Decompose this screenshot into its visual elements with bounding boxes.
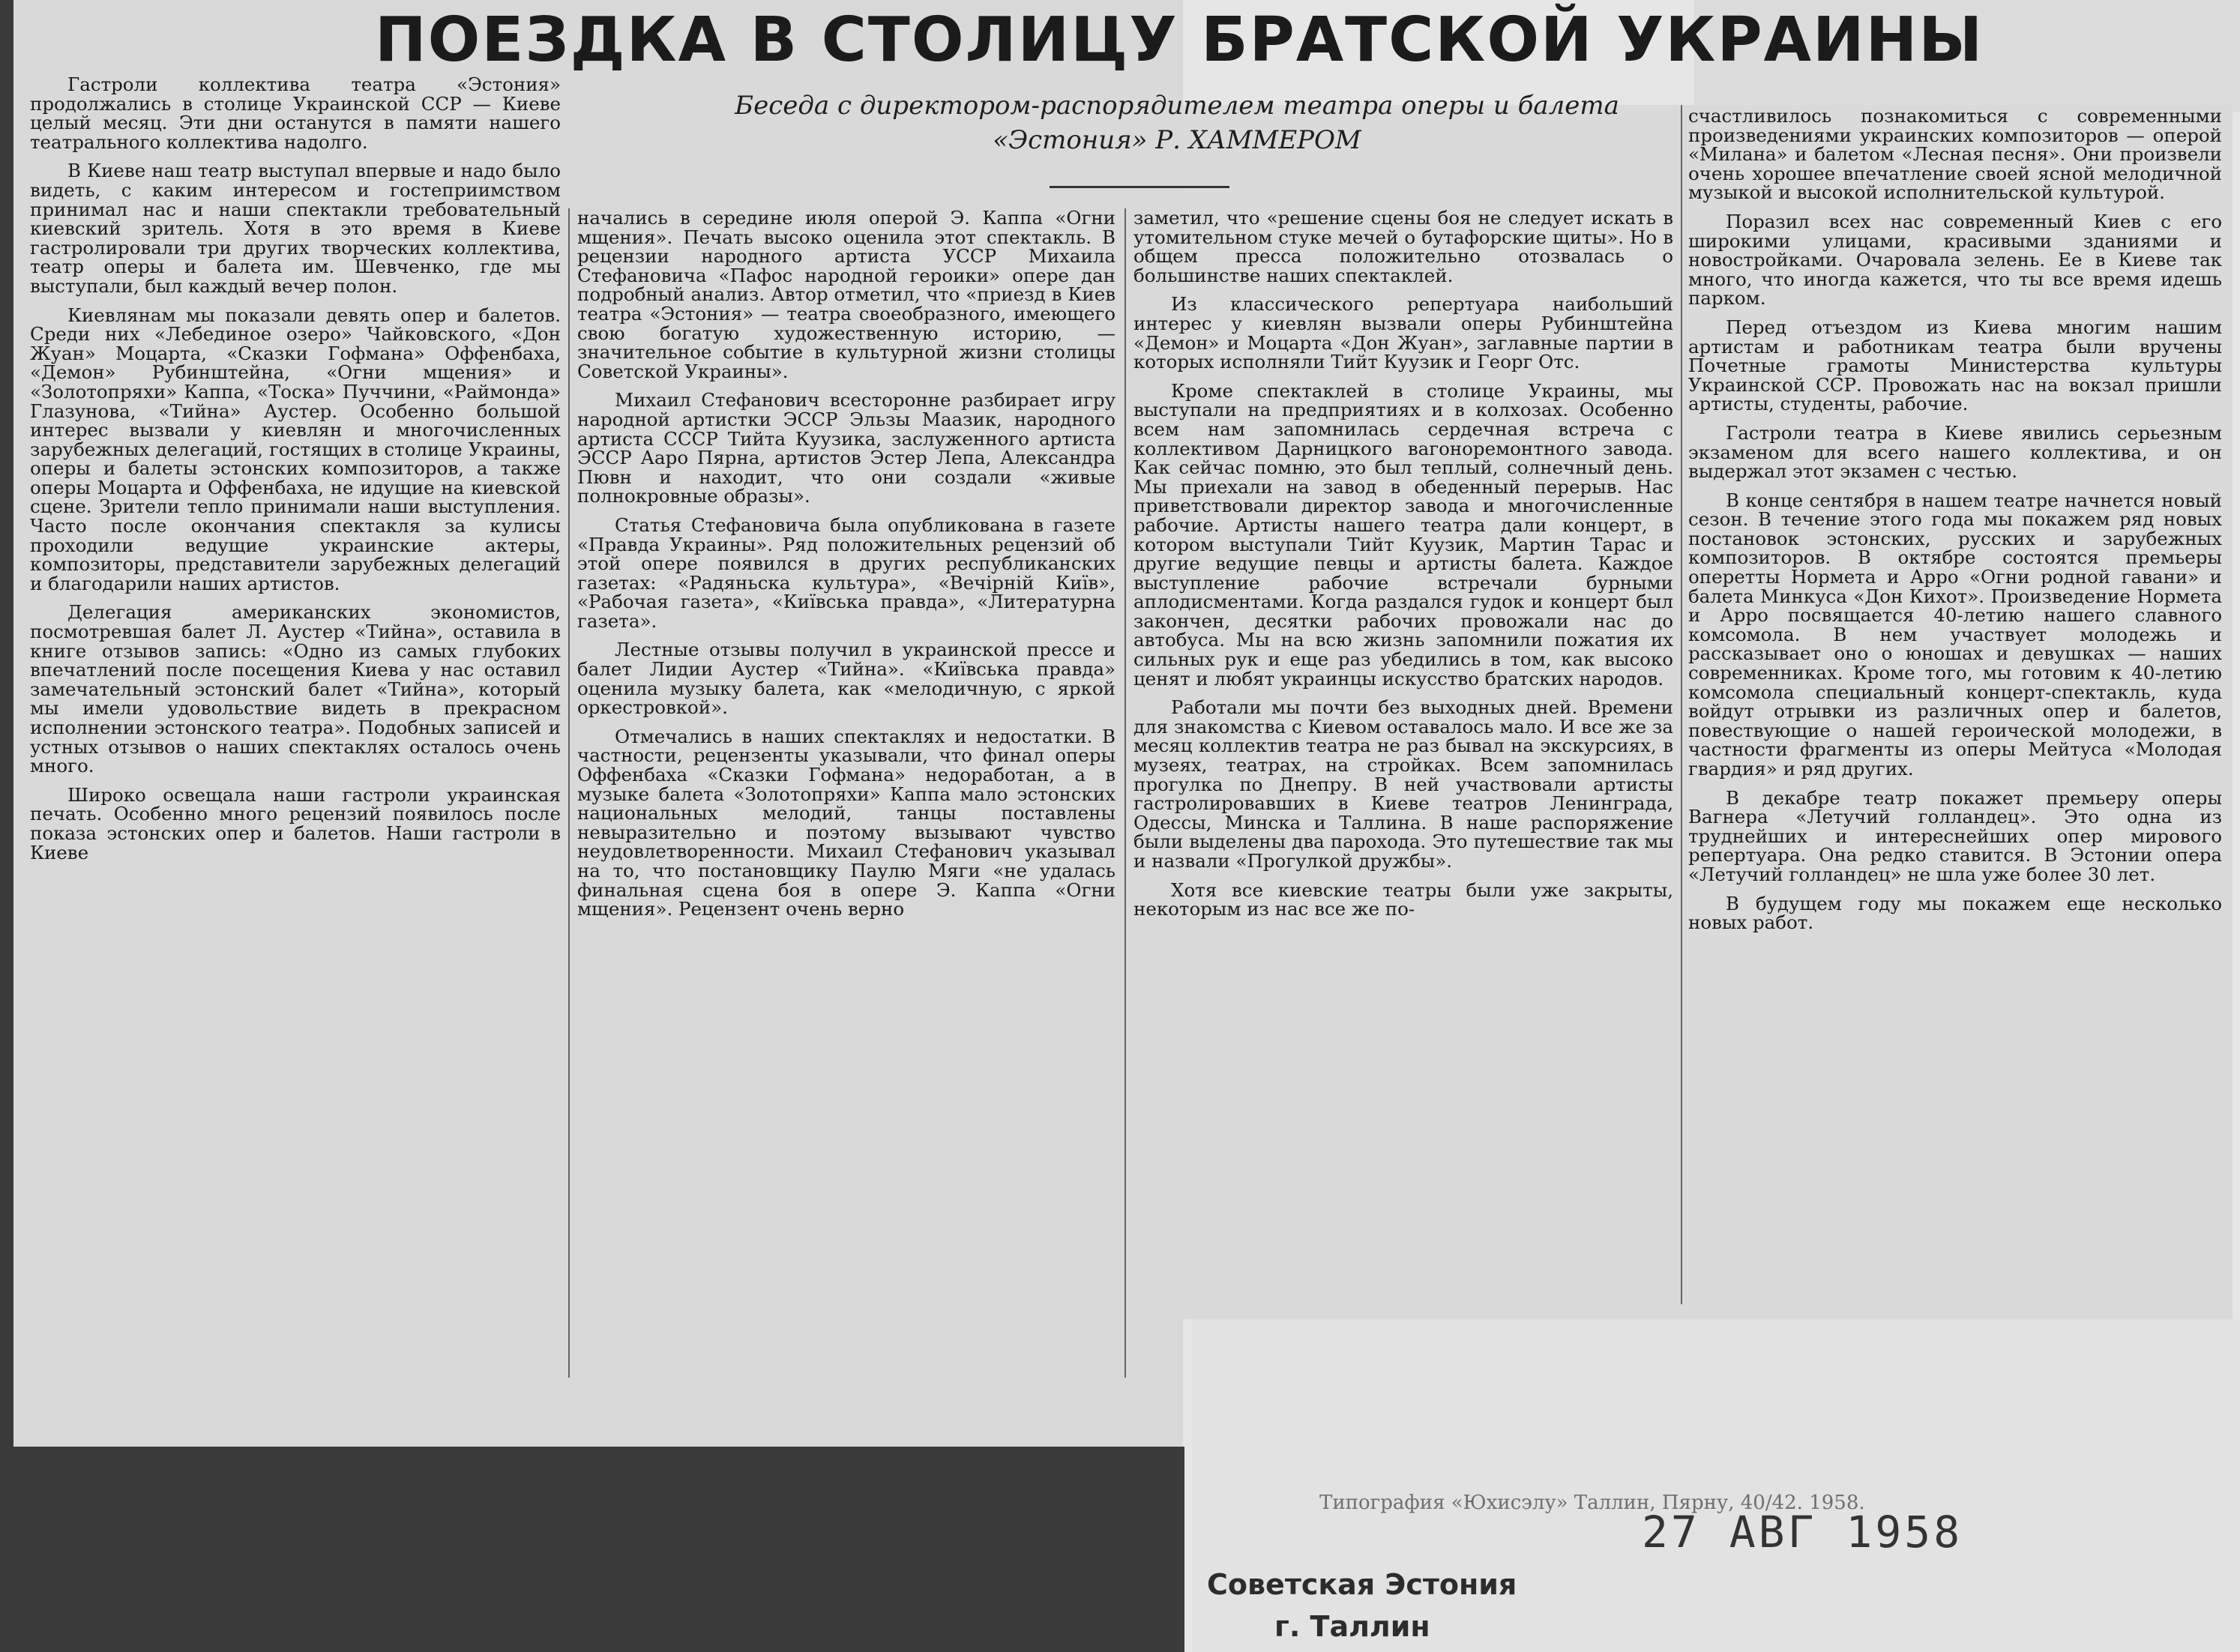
paragraph: В Киеве наш театр выступал впервые и надо было видеть, с каким интересом и гостеприимством принимал нас и наши спектакли требовательный киевский зритель. Хотя в это время в Киеве гастролировали три других творческих коллектива, театр оперы и балета им. Шевченко, где мы выступали, был каждый вечер полон. bbox=[30, 160, 561, 297]
paragraph: счастливилось познакомиться с современными произведениями украинских композиторов — оперой «Милана» и балетом «Лесная песня». Они произвели очень хорошее впечатление своей ясной мелодичной музыкой и высокой исполнительской культурой. bbox=[1688, 105, 2222, 204]
paragraph: Гастроли коллектива театра «Эстония» продолжались в столице Украинской ССР — Киеве целый месяц. Эти дни останутся в памяти нашего театрального коллектива надолго. bbox=[30, 73, 561, 153]
paragraph: Из классического репертуара наибольший интерес у киевлян вызвали оперы Рубинштейна «Демон» и Моцарта «Дон Жуан», заглавные партии в которых исполняли Тийт Куузик и Георг Отс. bbox=[1133, 293, 1673, 373]
article-headline: ПОЕЗДКА В СТОЛИЦУ БРАТСКОЙ УКРАИНЫ bbox=[375, 4, 1984, 76]
paragraph: В конце сентября в нашем театре начнется новый сезон. В течение этого года мы покажем ряд новых постановок эстонских, русских и зарубежных композиторов. В октябре состоятся премьеры оперетты Нормета и Арро «Огни родной гавани» и балета Минкуса «Дон Кихот». Произведение Нормета и Арро посвящается 40-летию нашего славного комсомола. В нем участвует молодежь и рассказывает оно о юношах и девушках — наших современниках. Кроме того, мы готовим к 40-летию комсомола специальный концерт-спектакль, куда войдут отрывки из различных опер и балетов, повествующие о нашей героической молодежи, в частности фрагменты из оперы Мейтуса «Молодая гвардия» и ряд других. bbox=[1688, 489, 2222, 780]
subheading-rule bbox=[1050, 186, 1229, 188]
print-imprint: Типография «Юхисэлу» Таллин, Пярну, 40/42. 1958. bbox=[1319, 1492, 1865, 1514]
paragraph: заметил, что «решение сцены боя не следует искать в утомительном стуке мечей о бутафорские щиты». Но в общем пресса положительно отозвалась о большинстве наших спектаклей. bbox=[1133, 207, 1673, 286]
source-stamp bbox=[1207, 1564, 1517, 1648]
article-column-3 bbox=[1133, 208, 1673, 929]
paragraph: В декабре театр покажет премьеру оперы Вагнера «Летучий голландец». Это одна из труднейших и интереснейших опер мирового репертуара. Она редко ставится. В Эстонии опера «Летучий голландец» не шла уже более 30 лет. bbox=[1688, 786, 2222, 885]
paragraph: начались в середине июля оперой Э. Каппа «Огни мщения». Печать высоко оценила этот спектакль. В рецензии народного артиста УССР Михаила Стефановича «Пафос народной героики» опере дан подробный анализ. Автор отметил, что «приезд в Киев театра «Эстония» — театра своеобразного, имеющего свою богатую художественную историю, — значительное событие в культурной жизни столицы Советской Украины». bbox=[577, 207, 1116, 382]
paragraph: Киевлянам мы показали девять опер и балетов. Среди них «Лебединое озеро» Чайковского, «Дон Жуан» Моцарта, «Сказки Гофмана» Оффенбаха, «Демон» Рубинштейна, «Огни мщения» и «Золотопряхи» Каппа, «Тоска» Пуччини, «Раймонда» Глазунова, «Тийна» Аустер. Особенно большой интерес вызвали у киевлян и многочисленных зарубежных делегаций, гостящих в столице Украины, оперы и балеты эстонских композиторов, а также оперы Моцарта и Оффенбаха, не идущие на киевской сцене. Зрители тепло принимали наши выступления. Часто после окончания спектакля за кулисы проходили ведущие украинские актеры, композиторы, представители зарубежных делегаций и благодарили наших артистов. bbox=[30, 304, 561, 594]
source-stamp-line-2: г. Таллин bbox=[1274, 1610, 1430, 1643]
article-column-1 bbox=[30, 75, 561, 872]
paragraph: Поразил всех нас современный Киев с его широкими улицами, красивыми зданиями и новостройками. Очаровала зелень. Ее в Киеве так много, что иногда кажется, что ты все время идешь парком. bbox=[1688, 210, 2222, 310]
paragraph: Делегация американских экономистов, посмотревшая балет Л. Аустер «Тийна», оставила в книге отзывов запись: «Одно из самых глубоких впечатлений после посещения Киева у нас оставил замечательный эстонский балет «Тийна», который мы имели удовольствие видеть в прекрасном исполнении эстонского театра». Подобных записей и устных отзывов о наших спектаклях осталось очень много. bbox=[30, 601, 561, 777]
paragraph: Перед отъездом из Киева многим нашим артистам и работникам театра были вручены Почетные грамоты Министерства культуры Украинской ССР. Провожать нас на вокзал пришли артисты, студенты, рабочие. bbox=[1688, 316, 2222, 415]
article-subheading bbox=[645, 88, 1709, 157]
dark-margin bbox=[0, 1447, 1184, 1652]
paragraph: Хотя все киевские театры были уже закрыты, некоторым из нас все же по- bbox=[1133, 878, 1673, 920]
paragraph: Лестные отзывы получил в украинской прессе и балет Лидии Аустер «Тийна». «Київська правда» оценила музыку балета, как «мелодичную, с яркой оркестровкой». bbox=[577, 639, 1116, 719]
paragraph: В будущем году мы покажем еще несколько новых работ. bbox=[1688, 892, 2222, 934]
article-column-4 bbox=[1688, 106, 2222, 942]
paragraph: Гастроли театра в Киеве явились серьезным экзаменом для всего нашего коллектива, и он выдержал этот экзамен с честью. bbox=[1688, 421, 2222, 483]
paragraph: Кроме спектаклей в столице Украины, мы выступали на предприятиях и в колхозах. Особенно всем нам запомнилась сердечная встреча с коллективом Дарницкого вагоноремонтного завода. Как сейчас помню, это был теплый, солнечный день. Мы приехали на завод в обеденный перерыв. Нас приветствовали директор завода и многочисленные рабочие. Артисты нашего театра дали концерт, в котором выступали Тийт Куузик, Мартин Тарас и другие ведущие певцы и артисты балета. Каждое выступление рабочие встречали бурными аплодисментами. Когда раздался гудок и концерт был закончен, десятки рабочих провожали нас до автобуса. Мы на всю жизнь запомнили пожатия их сильных рук и еще раз убедились в том, как высоко ценят и любят украинцы искусство братских народов. bbox=[1133, 379, 1673, 690]
subheading-line-1: Беседа с директором-распорядителем театра оперы и балета bbox=[735, 91, 1619, 121]
article-column-2 bbox=[577, 208, 1116, 929]
column-divider bbox=[1681, 105, 1682, 1304]
date-stamp: 27 АВГ 1958 bbox=[1642, 1507, 1963, 1558]
column-divider bbox=[568, 208, 570, 1378]
paragraph: Отмечались в наших спектаклях и недостатки. В частности, рецензенты указывали, что финал оперы Оффенбаха «Сказки Гофмана» недоработан, а в музыке балета «Золотопряхи» Каппа мало эстонских национальных мелодий, танцы поставлены невыразительно и поэтому вызывают чувство неудовлетворенности. Михаил Стефанович указывал на то, что постановщику Паулю Мяги «не удалась финальная сцена боя в опере Э. Каппа «Огни мщения». Рецензент очень верно bbox=[577, 725, 1116, 920]
paragraph: Широко освещала наши гастроли украинская печать. Особенно много рецензий появилось после показа эстонских опер и балетов. Наши гастроли в Киеве bbox=[30, 783, 561, 863]
subheading-line-2: «Эстония» Р. ХАММЕРОМ bbox=[993, 125, 1361, 155]
paragraph: Статья Стефановича была опубликована в газете «Правда Украины». Ряд положительных рецензий об этой опере появился в других республиканских газетах: «Радяньска культура», «Вечірній Київ», «Рабочая газета», «Київська правда», «Литературна газета». bbox=[577, 513, 1116, 632]
column-divider bbox=[1124, 208, 1126, 1378]
paragraph: Работали мы почти без выходных дней. Времени для знакомства с Киевом оставалось мало. И все же за месяц коллектив театра не раз бывал на экскурсиях, в музеях, театрах, на стройках. Всем запомнилась прогулка по Днепру. В ней участвовали артисты гастролировавших в Киеве театров Ленинграда, Одессы, Минска и Таллина. В наше распоряжение были выделены два парохода. Это путешествие так мы и назвали «Прогулкой дружбы». bbox=[1133, 696, 1673, 872]
paragraph: Михаил Стефанович всесторонне разбирает игру народной артистки ЭССР Эльзы Маазик, народного артиста СССР Тийта Куузика, заслуженного артиста ЭССР Ааро Пярна, артистов Эстер Лепа, Александра Пювн и находит, что они создали «живые полнокровные образы». bbox=[577, 389, 1116, 507]
source-stamp-line-1: Советская Эстония bbox=[1207, 1568, 1517, 1601]
